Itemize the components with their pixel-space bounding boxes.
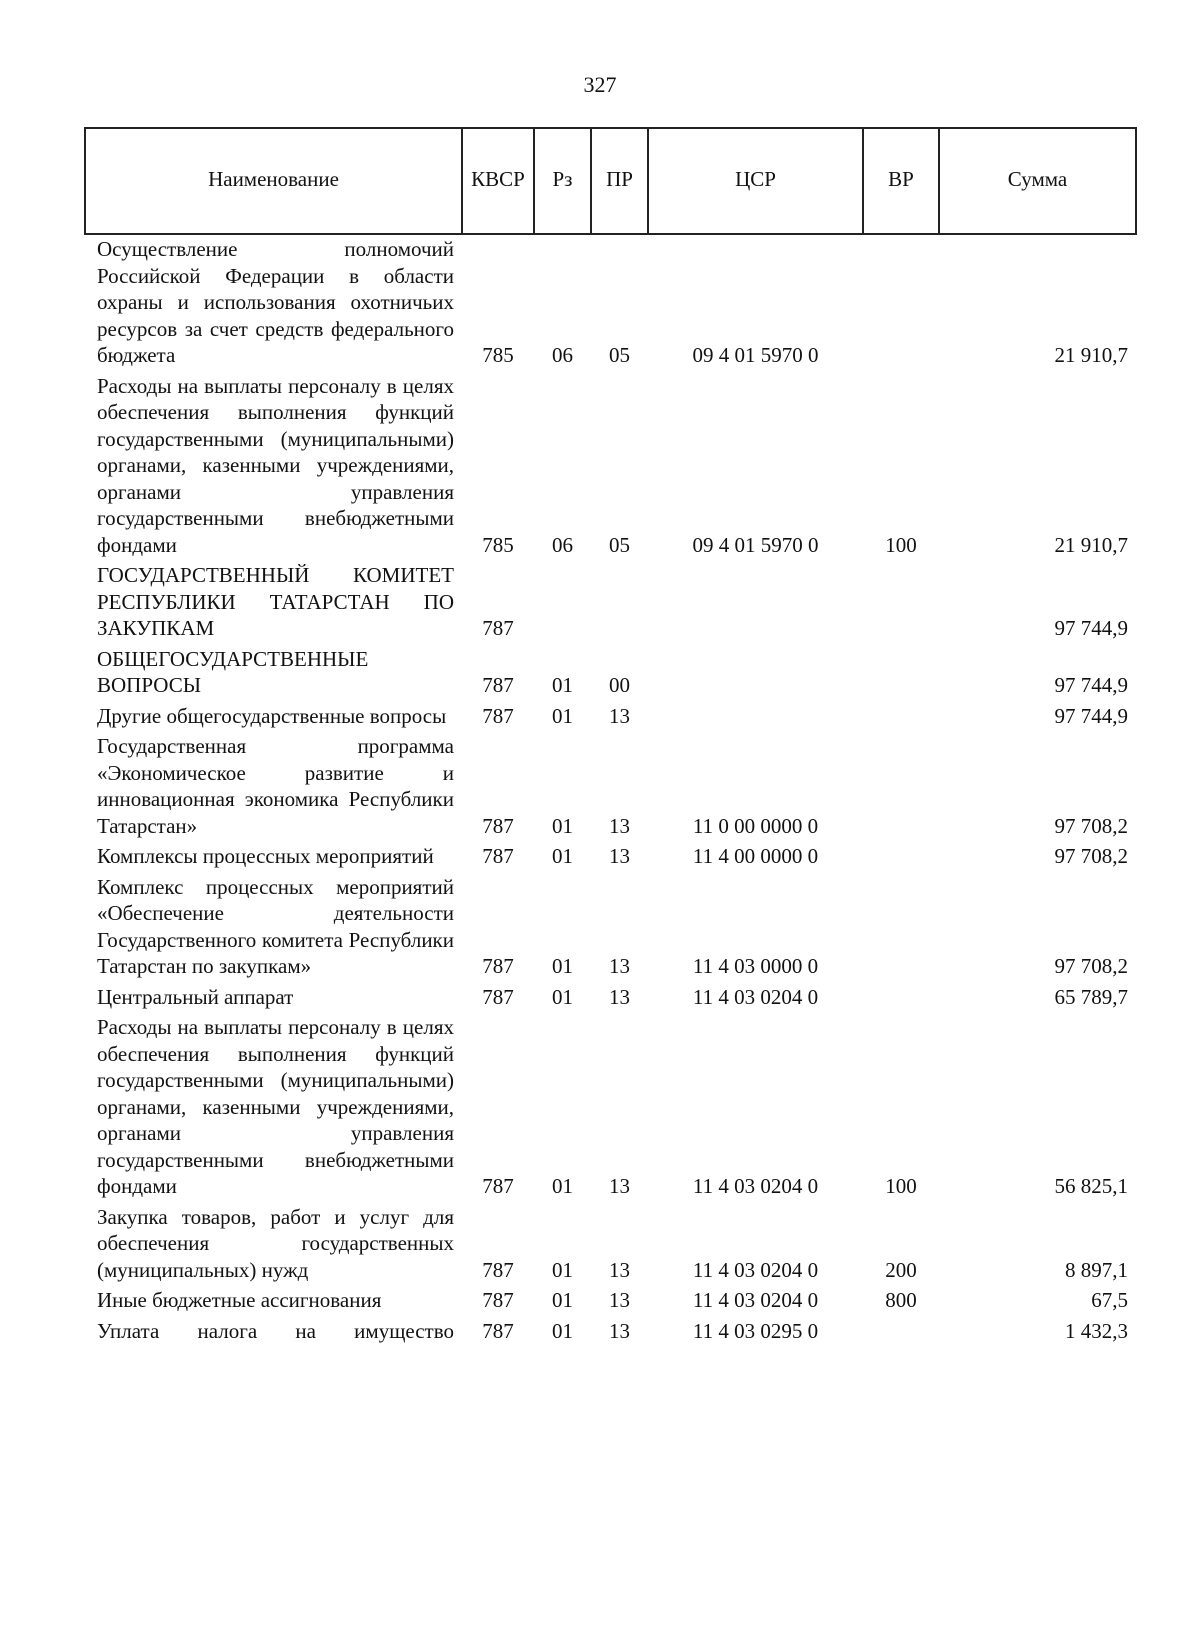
cell-sum: 21 910,7 bbox=[1054, 343, 1128, 367]
table-row bbox=[85, 873, 1136, 983]
header-name: Наименование bbox=[85, 128, 462, 234]
cell-sum: 97 708,2 bbox=[1054, 954, 1128, 978]
cell-kvsr: 787 bbox=[482, 1257, 514, 1282]
cell-name: Расходы на выплаты персоналу в целях обеспечения выполнения функций государственными (муниципальными) органами, казенными учреждениями, органами управления государственными внебюджетными фондами bbox=[97, 373, 454, 557]
cell-kvsr: 787 bbox=[482, 813, 514, 838]
header-vr: ВР bbox=[863, 128, 939, 234]
cell-pr: 13 bbox=[609, 703, 630, 728]
cell-rz: 01 bbox=[552, 813, 573, 838]
table-row bbox=[85, 1013, 1136, 1203]
cell-csr: 11 4 03 0204 0 bbox=[692, 1257, 819, 1282]
cell-kvsr: 787 bbox=[482, 616, 514, 640]
cell-vr: 100 bbox=[885, 532, 917, 557]
cell-pr: 13 bbox=[609, 844, 630, 868]
cell-pr bbox=[591, 561, 648, 645]
cell-rz: 01 bbox=[552, 1257, 573, 1282]
cell-csr bbox=[648, 645, 863, 702]
cell-sum: 1 432,3 bbox=[1065, 1318, 1128, 1343]
cell-pr: 13 bbox=[609, 1257, 630, 1282]
cell-rz: 01 bbox=[552, 1288, 573, 1312]
cell-vr bbox=[863, 983, 939, 1014]
cell-rz: 01 bbox=[552, 1174, 573, 1198]
header-csr: ЦСР bbox=[648, 128, 863, 234]
cell-kvsr: 787 bbox=[482, 1288, 514, 1312]
cell-rz: 01 bbox=[552, 703, 573, 728]
cell-kvsr: 787 bbox=[482, 1174, 514, 1198]
table-row bbox=[85, 645, 1136, 702]
cell-csr: 11 4 03 0204 0 bbox=[692, 984, 819, 1009]
table-row bbox=[85, 1203, 1136, 1287]
cell-sum: 21 910,7 bbox=[1054, 532, 1128, 557]
cell-vr: 100 bbox=[885, 1174, 917, 1198]
cell-name: Другие общегосударственные вопросы bbox=[97, 703, 447, 728]
cell-vr bbox=[863, 732, 939, 842]
table-header bbox=[85, 128, 1136, 234]
cell-csr: 09 4 01 5970 0 bbox=[692, 343, 819, 367]
cell-csr: 11 0 00 0000 0 bbox=[692, 813, 819, 838]
cell-kvsr: 787 bbox=[482, 673, 514, 697]
header-kvsr: КВСР bbox=[462, 128, 534, 234]
cell-vr bbox=[863, 1317, 939, 1348]
cell-sum: 97 744,9 bbox=[1054, 673, 1128, 697]
cell-pr: 05 bbox=[609, 343, 630, 367]
cell-sum: 56 825,1 bbox=[1054, 1174, 1128, 1198]
cell-pr: 13 bbox=[609, 1318, 630, 1343]
cell-sum: 8 897,1 bbox=[1065, 1257, 1128, 1282]
table-row bbox=[85, 234, 1136, 372]
table-row bbox=[85, 842, 1136, 873]
cell-kvsr: 785 bbox=[482, 532, 514, 557]
header-pr: ПР bbox=[591, 128, 648, 234]
cell-sum: 67,5 bbox=[1091, 1288, 1128, 1312]
cell-name: Государственная программа «Экономическое развитие и инновационная экономика Республики Татарстан» bbox=[97, 734, 454, 838]
cell-rz: 01 bbox=[552, 673, 573, 697]
cell-name: Иные бюджетные ассигнования bbox=[97, 1288, 382, 1312]
cell-vr bbox=[863, 702, 939, 733]
table-row bbox=[85, 702, 1136, 733]
cell-sum: 97 744,9 bbox=[1054, 616, 1128, 640]
cell-rz: 06 bbox=[552, 343, 573, 367]
table-row bbox=[85, 983, 1136, 1014]
cell-pr: 13 bbox=[609, 954, 630, 978]
cell-pr: 00 bbox=[609, 673, 630, 697]
cell-kvsr: 787 bbox=[482, 1318, 514, 1343]
cell-name: ОБЩЕГОСУДАРСТВЕННЫЕ ВОПРОСЫ bbox=[97, 646, 369, 697]
cell-name: ГОСУДАРСТВЕННЫЙ КОМИТЕТ РЕСПУБЛИКИ ТАТАРСТАН ПО ЗАКУПКАМ bbox=[97, 563, 454, 640]
cell-sum: 97 744,9 bbox=[1054, 703, 1128, 728]
header-sum: Сумма bbox=[939, 128, 1136, 234]
cell-rz: 01 bbox=[552, 984, 573, 1009]
cell-name: Комплексы процессных мероприятий bbox=[97, 844, 434, 868]
cell-vr: 800 bbox=[885, 1288, 917, 1312]
cell-pr: 13 bbox=[609, 1288, 630, 1312]
cell-kvsr: 787 bbox=[482, 703, 514, 728]
cell-csr bbox=[648, 561, 863, 645]
cell-name: Закупка товаров, работ и услуг для обеспечения государственных (муниципальных) нужд bbox=[97, 1204, 454, 1282]
cell-csr bbox=[648, 702, 863, 733]
cell-sum: 65 789,7 bbox=[1054, 984, 1128, 1009]
table-row bbox=[85, 732, 1136, 842]
cell-name: Центральный аппарат bbox=[97, 984, 294, 1009]
header-rz: Рз bbox=[534, 128, 591, 234]
cell-vr bbox=[863, 645, 939, 702]
cell-pr: 13 bbox=[609, 984, 630, 1009]
table-row bbox=[85, 1317, 1136, 1348]
cell-name: Уплата налога на имущество bbox=[97, 1318, 454, 1343]
cell-rz bbox=[534, 561, 591, 645]
cell-kvsr: 787 bbox=[482, 984, 514, 1009]
cell-kvsr: 787 bbox=[482, 954, 514, 978]
cell-csr: 11 4 03 0204 0 bbox=[692, 1174, 819, 1198]
page-number: 327 bbox=[583, 72, 617, 97]
table-row bbox=[85, 372, 1136, 562]
cell-csr: 11 4 00 0000 0 bbox=[692, 844, 819, 868]
cell-vr: 200 bbox=[885, 1257, 917, 1282]
cell-csr: 09 4 01 5970 0 bbox=[692, 532, 819, 557]
budget-table bbox=[84, 127, 1137, 1347]
cell-pr: 13 bbox=[609, 1174, 630, 1198]
cell-kvsr: 785 bbox=[482, 343, 514, 367]
cell-sum: 97 708,2 bbox=[1054, 844, 1128, 868]
cell-name: Осуществление полномочий Российской Федерации в области охраны и использования охотничьих ресурсов за счет средств федерального бюджета bbox=[97, 237, 454, 367]
cell-name: Комплекс процессных мероприятий «Обеспечение деятельности Государственного комитета Республики Татарстан по закупкам» bbox=[97, 874, 454, 978]
cell-kvsr: 787 bbox=[482, 844, 514, 868]
cell-csr: 11 4 03 0295 0 bbox=[692, 1318, 819, 1343]
cell-rz: 01 bbox=[552, 844, 573, 868]
cell-csr: 11 4 03 0000 0 bbox=[692, 954, 819, 978]
cell-pr: 13 bbox=[609, 813, 630, 838]
table-row bbox=[85, 1286, 1136, 1317]
table-body bbox=[85, 234, 1136, 1347]
table-row bbox=[85, 561, 1136, 645]
cell-vr bbox=[863, 234, 939, 372]
cell-rz: 01 bbox=[552, 954, 573, 978]
cell-vr bbox=[863, 873, 939, 983]
cell-name: Расходы на выплаты персоналу в целях обеспечения выполнения функций государственными (муниципальными) органами, казенными учреждениями, органами управления государственными внебюджетными фондами bbox=[97, 1015, 454, 1198]
cell-vr bbox=[863, 561, 939, 645]
cell-pr: 05 bbox=[609, 532, 630, 557]
cell-csr: 11 4 03 0204 0 bbox=[692, 1288, 819, 1312]
cell-rz: 01 bbox=[552, 1318, 573, 1343]
cell-vr bbox=[863, 842, 939, 873]
cell-sum: 97 708,2 bbox=[1054, 813, 1128, 838]
cell-rz: 06 bbox=[552, 532, 573, 557]
